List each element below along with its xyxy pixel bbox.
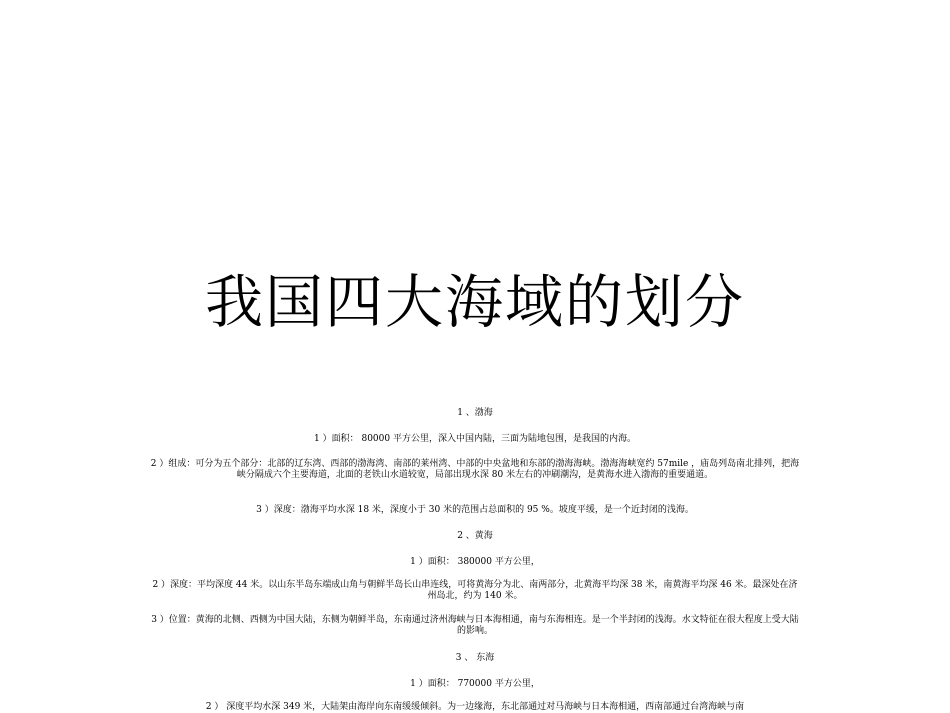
- section-heading-bohai: 1 、渤海: [457, 408, 493, 418]
- paragraph-donghai-depth: 2 ） 深度平均水深 349 米，大陆架由海岸向东南缓缓倾斜。为一边缘海，东北部通过对马海峡与日本海相通，西南部通过台湾海峡与南: [205, 702, 745, 712]
- paragraph-bohai-depth: 3 ）深度：渤海平均水深 18 米，深度小于 30 米的范围占总面积的 95 %。坡度平缓，是一个近封闭的浅海。: [256, 505, 694, 515]
- paragraph-donghai-area: 1 ）面积： 770000 平方公里，: [410, 679, 540, 689]
- document-title: 我国四大海域的划分: [204, 268, 745, 336]
- section-heading-huanghai: 2 、黄海: [457, 531, 493, 541]
- paragraph-huanghai-location: 3 ）位置：黄海的北侧、西侧为中国大陆，东侧为朝鲜半岛，东南通过济州海峡与日本海相通，南与东海相连。是一个半封闭的浅海。水文特征在很大程度上受大陆的影响。: [151, 615, 799, 636]
- paragraph-huanghai-area: 1 ）面积： 380000 平方公里，: [410, 557, 540, 567]
- paragraph-bohai-composition: 2 ）组成：可分为五个部分：北部的辽东湾、西部的渤海湾、南部的莱州湾、中部的中央盆地和东部的渤海海峡。渤海海峡宽约 57mile ，庙岛列岛南北排列，把海峡分隔成六个主要海道，北面的老铁山水道较宽，局部出现水深 80 米左右的冲刷潮沟，是黄海水进入渤海的重要通道。: [150, 459, 800, 480]
- paragraph-huanghai-depth: 2 ）深度：平均深度 44 米。以山东半岛东端成山角与朝鲜半岛长山串连线，可将黄海分为北、南两部分，北黄海平均深 38 米，南黄海平均深 46 米。最深处在济州岛北，约为 140 米。: [152, 580, 798, 601]
- section-heading-donghai: 3 、 东海: [455, 653, 495, 663]
- paragraph-bohai-area: 1 ）面积： 80000 平方公里，深入中国内陆，三面为陆地包围，是我国的内海。: [314, 434, 636, 444]
